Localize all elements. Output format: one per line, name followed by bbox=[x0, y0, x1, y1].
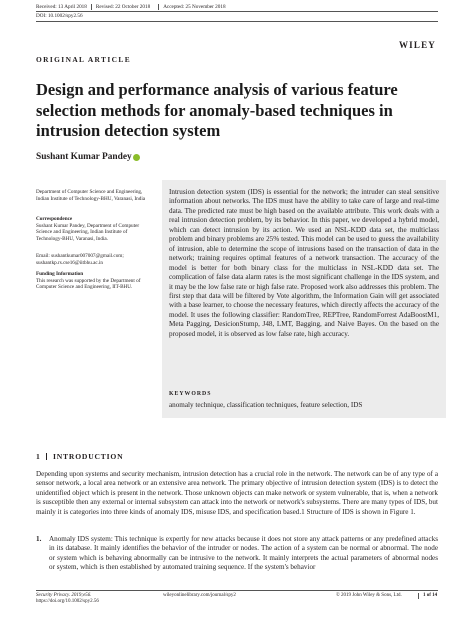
correspondence-block bbox=[36, 216, 154, 242]
revised-date: Revised: 22 October 2018 bbox=[91, 4, 154, 10]
abstract-text: Intrusion detection system (IDS) is essential for the network; the intruder can steal sensitive information about networks. The IDS must have the ability to take care of large and real-time data. The predicted rate must be high based on the available attribute. This work deals with a real intrusion detection problem, by its behavior. In this paper, we developed a hybrid model, which can detect intrusion by its action. We used an NSL-KDD data set, the multiclass problem and binary problems are 25% tested. This model can be used to guess the availability of intrusion, able to determine the scope of intrusions based on the transaction of data in the network; training requires optimal features of a network transaction. The accuracy of the model is better for both binary class for the multiclass in NSL-KDD data set. The complication of false data alarm rates is the most significant challenge in the IDS system, and it may be the low false rate or high false rate. Proposed work also addresses this problem. The first step that data will be filtered by Vote algorithm, the Information Gain will get associated with a base learner, to choose the necessary features, which directly affects the accuracy of the model. It uses the following classifier: RandomTree, REPTree, RandomForrest AdaBoostM1, Meta Pagging, DesicionStump, J48, LMT, Bagging, and Naive Bayes. On the based on the proposed model, it is observed as low false rate, high accuracy. bbox=[169, 188, 439, 338]
funding-block bbox=[36, 271, 154, 291]
affiliation: Department of Computer Science and Engineering, Indian Institute of Technology-BHU, Varanasi, India bbox=[36, 189, 146, 202]
section-heading bbox=[36, 452, 123, 461]
correspondence-label: Correspondence bbox=[36, 216, 73, 222]
doi: DOI: 10.1002/spy2.56 bbox=[36, 13, 83, 19]
paper-title: Design and performance analysis of various feature selection methods for anomaly-based techniques in intrusion detection system bbox=[36, 80, 398, 140]
funding-text: This research was supported by the Department of Computer Science and Engineering, IIT-BHU. bbox=[36, 277, 141, 291]
accepted-date: Accepted: 25 November 2018 bbox=[158, 4, 229, 10]
heading-divider bbox=[46, 453, 47, 460]
header-divider-2 bbox=[36, 21, 438, 22]
journal-citation: Security Privacy. 2019;e56. bbox=[36, 593, 92, 598]
author-name: Sushant Kumar Pandey bbox=[36, 152, 132, 162]
journal-website[interactable]: wileyonlinelibrary.com/journal/spy2 bbox=[163, 593, 236, 598]
footer-divider bbox=[36, 590, 438, 591]
keywords: anomaly technique, classification techniques, feature selection, IDS bbox=[169, 401, 363, 409]
list-number: 1. bbox=[36, 535, 42, 543]
header-divider bbox=[36, 11, 438, 12]
author-line bbox=[36, 152, 140, 162]
section-number: 1 bbox=[36, 452, 41, 461]
correspondence-text: Sushant Kumar Pandey, Department of Computer Science and Engineering, Indian Institute of Technology-BHU, Varanasi, India. bbox=[36, 222, 140, 242]
article-type: ORIGINAL ARTICLE bbox=[36, 55, 132, 64]
section-title: INTRODUCTION bbox=[53, 452, 124, 461]
publisher-logo: WILEY bbox=[398, 40, 436, 50]
orcid-icon[interactable] bbox=[133, 154, 140, 161]
list-item: Anomaly IDS system: This technique is expertly for new attacks because it does not store any attack patterns or any predefined attacks in its database. It mainly identifies the behavior of the intruder or nodes. The action of a system can be normal or abnormal. The node or system which is behaving abnormally can be intrusive to the network. It mainly interprets the actual parameters of abnormal nodes or system, which is then established by automated training sequence. If the system's behavior bbox=[49, 535, 438, 572]
doi-link[interactable]: https://doi.org/10.1002/spy2.56 bbox=[36, 599, 99, 605]
intro-paragraph: Depending upon systems and security mechanism, intrusion detection has a crucial role in the network. The network can be of any type of a sensor network, a local area network or an extensive area network. The primary objective of intrusion detection system (IDS) is to detect the unidentified object which is present in the network. Those unknown objects can make network or system vulnerable, that is, when a network is susceptible then any external or internal subsystem can attack into the network or network's subsystems. There are many types of IDS, but mainly it is categories into three kinds of anomaly IDS, misuse IDS, and specification based.1 Structure of IDS is shown in Figure 1. bbox=[36, 470, 438, 516]
email[interactable]: Email: sushantkumar007007@gmail.com; sushantkp.rs.cse16@iitbhu.ac.in bbox=[36, 253, 124, 266]
article-history bbox=[36, 4, 230, 10]
page-number: 1 of 14 bbox=[418, 593, 437, 599]
funding-label: Funding Information bbox=[36, 271, 84, 277]
received-date: Received: 13 April 2018 bbox=[36, 4, 87, 10]
keywords-label: KEYWORDS bbox=[169, 391, 212, 397]
footer-citation bbox=[36, 593, 99, 605]
copyright: © 2019 John Wiley & Sons, Ltd. bbox=[336, 593, 402, 598]
